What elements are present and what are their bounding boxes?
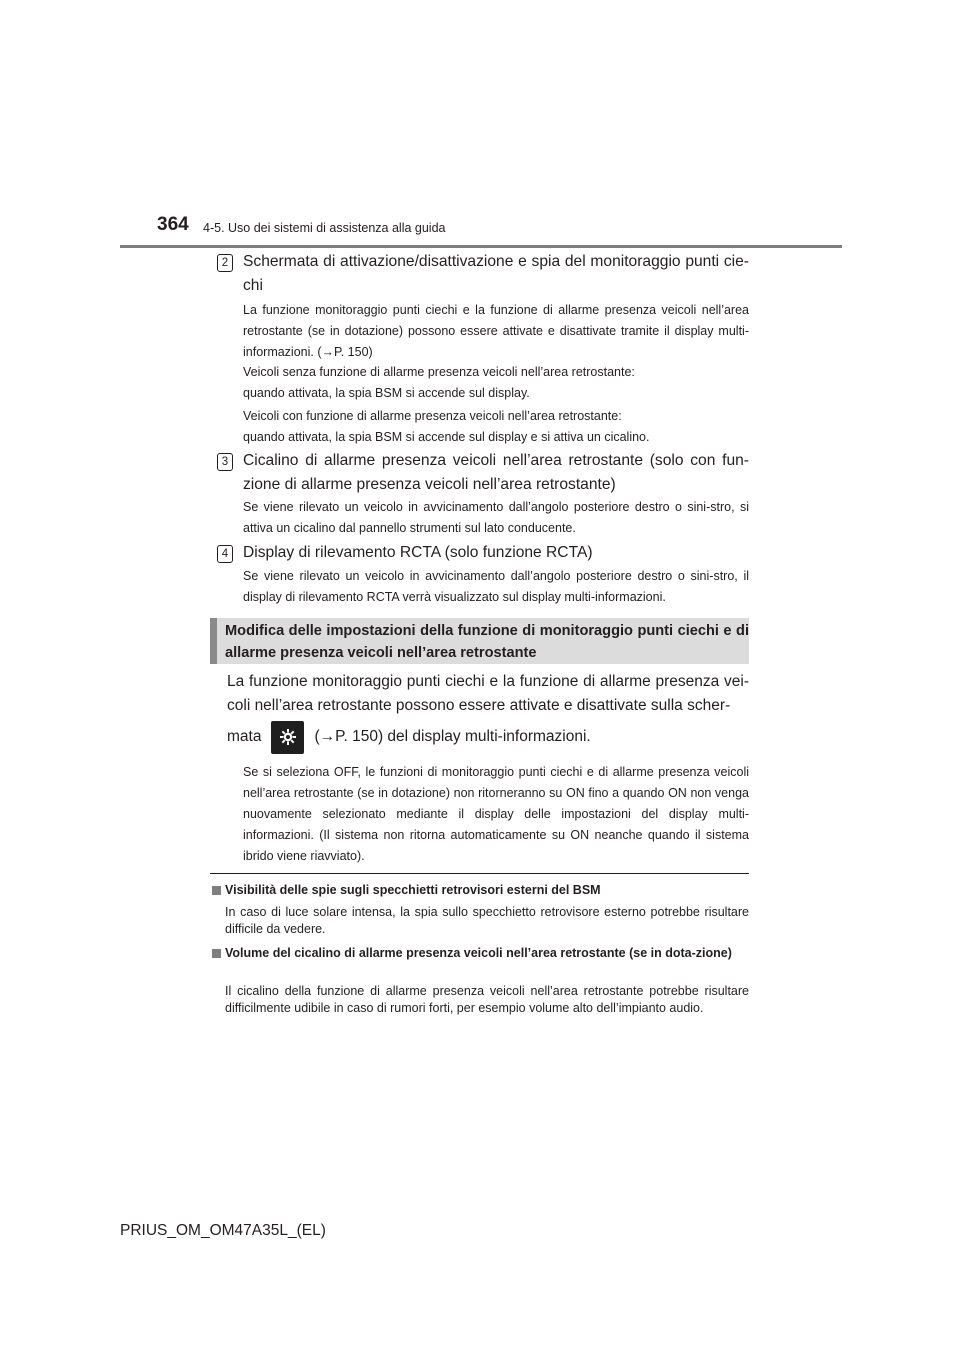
- item-paragraph: Se viene rilevato un veicolo in avvicinamento dall’angolo posteriore destro o sini-stro, si attiva un cicalino dal pannello strumenti sul lato conducente.: [243, 500, 749, 535]
- item-title: Cicalino di allarme presenza veicoli nell’area retrostante (solo con fun-zione di allarme presenza veicoli nell’area retrostante): [243, 452, 749, 493]
- notes-divider: [210, 873, 749, 874]
- item-paragraph: Veicoli con funzione di allarme presenza veicoli nell’area retrostante:: [243, 409, 622, 423]
- note-title: Visibilità delle spie sugli specchietti retrovisori esterni del BSM: [225, 883, 601, 897]
- subsection-note: Se si seleziona OFF, le funzioni di monitoraggio punti ciechi e di allarme presenza veicoli nell’area retrostante (se in dotazione) non ritorneranno su ON fino a quando ON non venga nuovamente selezionato mediante il display delle impostazioni del display multi-informazioni. (Il sistema non ritorna automaticamente su ON neanche quando il sistema ibrido viene riavviato).: [243, 765, 749, 863]
- subsection-text-icon-line: [227, 718, 591, 756]
- header-divider: [120, 245, 842, 248]
- settings-gear-icon: [271, 721, 304, 754]
- item-title: Display di rilevamento RCTA (solo funzione RCTA): [243, 544, 593, 561]
- subsection-text-post-icon: (→P. 150) del display multi-informazioni.: [314, 728, 591, 745]
- note-text: In caso di luce solare intensa, la spia sullo specchietto retrovisore esterno potrebbe risultare difficile da vedere.: [225, 905, 749, 936]
- note-title: Volume del cicalino di allarme presenza veicoli nell’area retrostante (se in dota-zione): [225, 946, 732, 960]
- item-paragraph: La funzione monitoraggio punti ciechi e la funzione di allarme presenza veicoli nell’area retrostante (se in dotazione) possono essere attivate e disattivate tramite il display multi-informazioni. (→P. 150): [243, 303, 749, 359]
- item-paragraph: Se viene rilevato un veicolo in avvicinamento dall’angolo posteriore destro o sini-stro, il display di rilevamento RCTA verrà visualizzato sul display multi-informazioni.: [243, 569, 749, 604]
- subsection-text-pre-icon: mata: [227, 728, 262, 745]
- note-bullet-icon: [212, 886, 221, 895]
- section-header: 4-5. Uso dei sistemi di assistenza alla guida: [203, 221, 446, 235]
- item-paragraph: Veicoli senza funzione di allarme presenza veicoli nell’area retrostante:: [243, 365, 635, 379]
- item-number-badge: 4: [217, 545, 233, 563]
- footer-code: PRIUS_OM_OM47A35L_(EL): [120, 1222, 326, 1239]
- item-number-badge: 3: [217, 453, 233, 471]
- item-paragraph: quando attivata, la spia BSM si accende sul display e si attiva un cicalino.: [243, 430, 650, 444]
- subsection-text: La funzione monitoraggio punti ciechi e la funzione di allarme presenza vei-coli nell’area retrostante possono essere attivate e disattivate sulla scher-: [227, 673, 749, 714]
- item-title: Schermata di attivazione/disattivazione e spia del monitoraggio punti cie-chi: [243, 253, 749, 294]
- note-bullet-icon: [212, 949, 221, 958]
- note-text: Il cicalino della funzione di allarme presenza veicoli nell’area retrostante potrebbe risultare difficilmente udibile in caso di rumori forti, per esempio volume alto dell’impianto audio.: [225, 984, 749, 1015]
- item-paragraph: quando attivata, la spia BSM si accende sul display.: [243, 386, 530, 400]
- subsection-heading-box: [210, 618, 749, 664]
- item-number-badge: 2: [217, 254, 233, 272]
- page-number: 364: [157, 214, 189, 235]
- subsection-title: Modifica delle impostazioni della funzione di monitoraggio punti ciechi e di allarme presenza veicoli nell’area retrostante: [225, 623, 749, 661]
